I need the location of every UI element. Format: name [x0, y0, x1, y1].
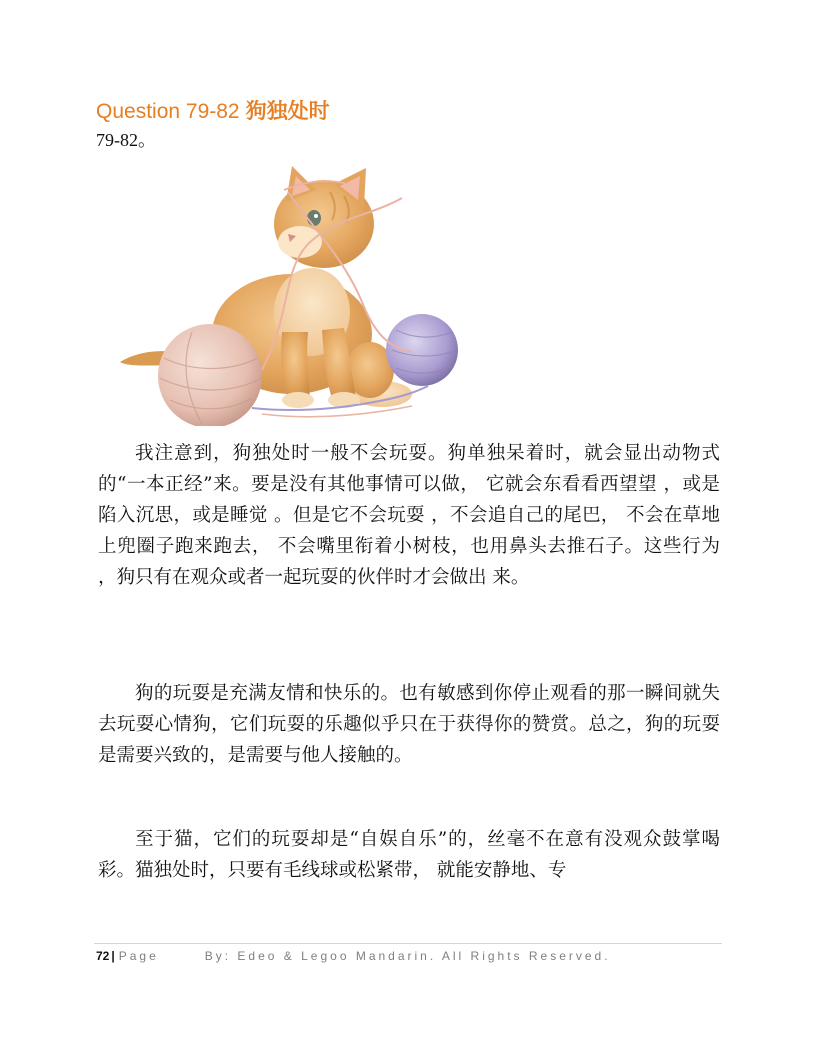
copyright-credit: By: Edeo & Legoo Mandarin. All Rights Reserved.: [204, 949, 611, 963]
footer-divider: [94, 943, 722, 944]
question-heading: [96, 98, 716, 126]
pink-yarn-ball: [158, 324, 262, 426]
page-label: Page: [118, 949, 159, 963]
question-title: 狗独处时: [245, 100, 330, 123]
question-number: Question 79-82: [96, 100, 240, 123]
kitten-illustration: [112, 162, 464, 426]
kitten-with-yarn-icon: [112, 162, 464, 426]
paragraph-3: 至于猫，它们的玩耍却是“自娱自乐”的，丝毫不在意有没观众鼓掌喝彩。猫独处时，只要有毛线球或松紧带， 就能安静地、专: [98, 829, 720, 881]
question-range: 79-82。: [96, 130, 156, 150]
page-footer: [96, 947, 722, 965]
paragraph-1: 我注意到，狗独处时一般不会玩耍。狗单独呆着时，就会显出动物式的“一本正经”来。要是没有其他事情可以做， 它就会东看看西望望 ，或是陷入沉思，或是睡觉 。但是它不会玩耍 ，不会追自己的尾巴， 不会在草地上兜圈子跑来跑去， 不会嘴里衔着小树枝，也用鼻头去推石子。这些行为 ，狗只有在观众或者一起玩耍的伙伴时才会做出 来。: [98, 443, 720, 588]
paragraph-2: 狗的玩耍是充满友情和快乐的。也有敏感到你停止观看的那一瞬间就失去玩耍心情狗，它们玩耍的乐趣似乎只在于获得你的赞赏。总之，狗的玩耍是需要兴致的，是需要与他人接触的。: [98, 683, 720, 766]
footer-separator: |: [111, 949, 115, 963]
purple-yarn-ball: [386, 314, 458, 386]
page-number: 72: [96, 949, 110, 963]
